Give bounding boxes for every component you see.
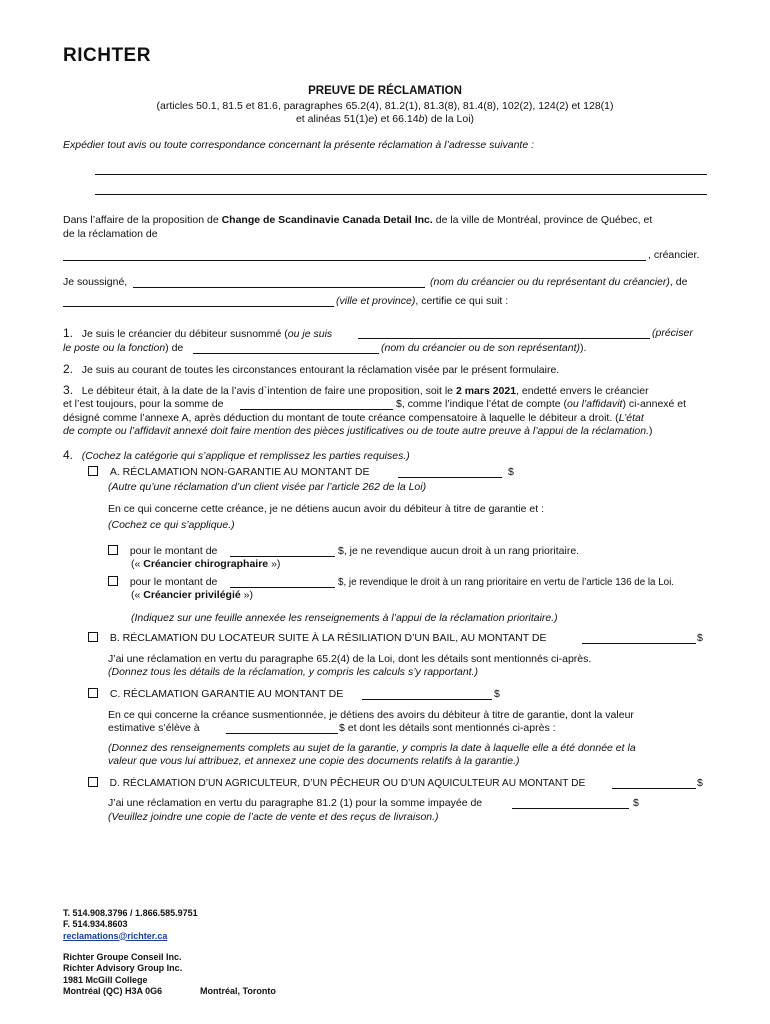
preciser-note: (préciser (652, 327, 693, 339)
section-a1-label: (« Créancier chirographaire ») (131, 558, 281, 570)
section-b-amount-line[interactable] (582, 643, 696, 644)
section-d-unpaid-line[interactable] (512, 808, 629, 809)
address-line-2[interactable] (95, 194, 707, 195)
section-a2-text: $, je revendique le droit à un rang prioritaire en vertu de l’article 136 de la Loi. (338, 577, 675, 588)
city-province-line[interactable] (63, 306, 334, 307)
section-b-title: B. RÉCLAMATION DU LOCATEUR SUITE À LA RÉSILIATION D’UN BAIL, AU MONTANT DE (88, 632, 546, 646)
soussigne-note: (nom du créancier ou du représentant du créancier), de (430, 276, 688, 288)
footer-contact (63, 908, 198, 942)
section-a-note: (Autre qu’une réclamation d’un client visée par l’article 262 de la Loi) (108, 481, 427, 493)
section-a2-label: (« Créancier privilégié ») (131, 589, 253, 601)
section-a1: pour le montant de (108, 545, 217, 559)
para-3-line2b: $, comme l’indique l’état de compte (ou l’affidavit) ci-annexé et (396, 398, 687, 410)
section-c-title: C. RÉCLAMATION GARANTIE AU MONTANT DE (88, 688, 343, 702)
section-d-dollar: $ (697, 777, 703, 789)
section-c-checkbox[interactable] (88, 688, 98, 698)
section-a-title: A. RÉCLAMATION NON-GARANTIE AU MONTANT DE (88, 466, 369, 480)
para-3-line4: de compte ou l’affidavit annexé doit faire mention des pièces justificatives ou de toute autre preuve à l’appui de la réclamation.) (63, 425, 653, 437)
section-a2-checkbox[interactable] (108, 576, 118, 586)
para-1-cont: le poste ou la fonction) de (63, 342, 184, 354)
soussigne-label: Je soussigné, (63, 276, 128, 288)
form-subtitle-line2: et alinéas 51(1)e) et 66.14b) de la Loi) (295, 113, 475, 125)
section-c-amount-line[interactable] (362, 699, 492, 700)
section-a-checkbox[interactable] (88, 466, 98, 476)
section-a2-amount-line[interactable] (230, 587, 335, 588)
para-4: 4. (Cochez la catégorie qui s’applique et remplissez les parties requises.) (63, 448, 410, 462)
section-a-text: En ce qui concerne cette créance, je ne détiens aucun avoir du débiteur à titre de garantie et : (108, 503, 545, 515)
para-3-line2: et l’est toujours, pour la somme de (63, 398, 224, 410)
affaire-text: Dans l’affaire de la proposition de Change de Scandinavie Canada Detail Inc. de la ville de Montréal, province de Québec, et de la réclamation de (63, 214, 653, 240)
address-instruction: Expédier tout avis ou toute correspondance concernant la présente réclamation à l’adresse suivante : (63, 139, 535, 151)
address-line-1[interactable] (95, 174, 707, 175)
section-b-text: J’ai une réclamation en vertu du paragraphe 65.2(4) de la Loi, dont les détails sont mentionnés ci-après. (108, 653, 592, 665)
section-a-indiquez: (Indiquez sur une feuille annexée les renseignements à l’appui de la réclamation prioritaire.) (131, 612, 558, 624)
footer-offices: Montréal, Toronto (200, 986, 276, 996)
section-a2: pour le montant de (108, 576, 217, 590)
section-b-checkbox[interactable] (88, 632, 98, 642)
para-2: 2. Je suis au courant de toutes les circonstances entourant la réclamation visée par le présent formulaire. (63, 362, 560, 376)
section-a-dollar: $ (508, 466, 514, 478)
section-a1-checkbox[interactable] (108, 545, 118, 555)
creancier-label: , créancier. (648, 249, 700, 261)
claimant-name-line[interactable] (63, 260, 646, 261)
footer-fax: F. 514.934.8603 (63, 919, 128, 930)
form-subtitle-line1: (articles 50.1, 81.5 et 81.6, paragraphes 65.2(4), 81.2(1), 81.3(8), 81.4(8), 102(2), 124(2) et 128(1) (156, 100, 614, 112)
footer-address (63, 952, 182, 997)
form-title: PREUVE DE RÉCLAMATION (308, 85, 462, 97)
section-c-text1: En ce qui concerne la créance susmentionnée, je détiens des avoirs du débiteur à titre de garantie, dont la valeur (108, 709, 634, 721)
section-a1-amount-line[interactable] (230, 556, 335, 557)
footer-street: 1981 McGill College (63, 974, 148, 985)
position-line[interactable] (358, 338, 650, 339)
section-d-text: J’ai une réclamation en vertu du paragraphe 81.2 (1) pour la somme impayée de (108, 797, 483, 809)
section-d-text-dollar: $ (633, 797, 639, 809)
section-c-text2b: $ et dont les détails sont mentionnés ci-après : (339, 722, 556, 734)
para-3-line3: désigné comme l’annexe A, après déduction du montant de toute créance compensatoire à laquelle le débiteur a droit. (L’état (63, 412, 644, 424)
section-a1-text: $, je ne revendique aucun droit à un rang prioritaire. (338, 545, 580, 557)
section-a-cochez: (Cochez ce qui s’applique.) (108, 519, 235, 531)
section-c-value-line[interactable] (226, 733, 338, 734)
richter-logo: RICHTER (63, 45, 151, 66)
para-3-line1: 3. Le débiteur était, à la date de la l’avis d`intention de faire une proposition, soit le 2 mars 2021, endetté envers le créancier (63, 383, 649, 397)
footer-company1: Richter Groupe Conseil Inc. (63, 952, 182, 962)
section-a-amount-line[interactable] (398, 477, 502, 478)
section-c-note2: valeur que vous lui attribuez, et annexez une copie des documents relatifs à la garantie.) (108, 755, 520, 767)
section-d-amount-line[interactable] (612, 788, 696, 789)
section-d-title: D. RÉCLAMATION D’UN AGRICULTEUR, D’UN PÊCHEUR OU D’UN AQUICULTEUR AU MONTANT DE (88, 777, 585, 790)
para-1-note: (nom du créancier ou de son représentant)). (381, 342, 587, 354)
section-b-dollar: $ (697, 632, 703, 644)
section-c-text2: estimative s’élève à (108, 722, 200, 734)
representative-line[interactable] (193, 353, 379, 354)
section-c-note1: (Donnez des renseignements complets au sujet de la garantie, y compris la date à laquelle elle a été donnée et la (108, 742, 636, 754)
section-d-note: (Veuillez joindre une copie de l’acte de vente et des reçus de livraison.) (108, 811, 439, 823)
footer-city: Montréal (QC) H3A 0G6 (63, 985, 163, 996)
section-c-dollar: $ (494, 688, 500, 700)
section-d-checkbox[interactable] (88, 777, 98, 787)
amount-line[interactable] (240, 409, 393, 410)
section-b-note: (Donnez tous les détails de la réclamation, y compris les calculs s’y rapportant.) (108, 666, 478, 678)
footer-phone: T. 514.908.3796 / 1.866.585.9751 (63, 908, 198, 918)
soussigne-name-line[interactable] (133, 287, 425, 288)
city-note: (ville et province), certifie ce qui suit : (336, 295, 509, 307)
para-1: 1. Je suis le créancier du débiteur susnommé (ou je suis (63, 326, 333, 340)
footer-email-link[interactable]: reclamations@richter.ca (63, 930, 168, 941)
footer-company2: Richter Advisory Group Inc. (63, 963, 183, 974)
